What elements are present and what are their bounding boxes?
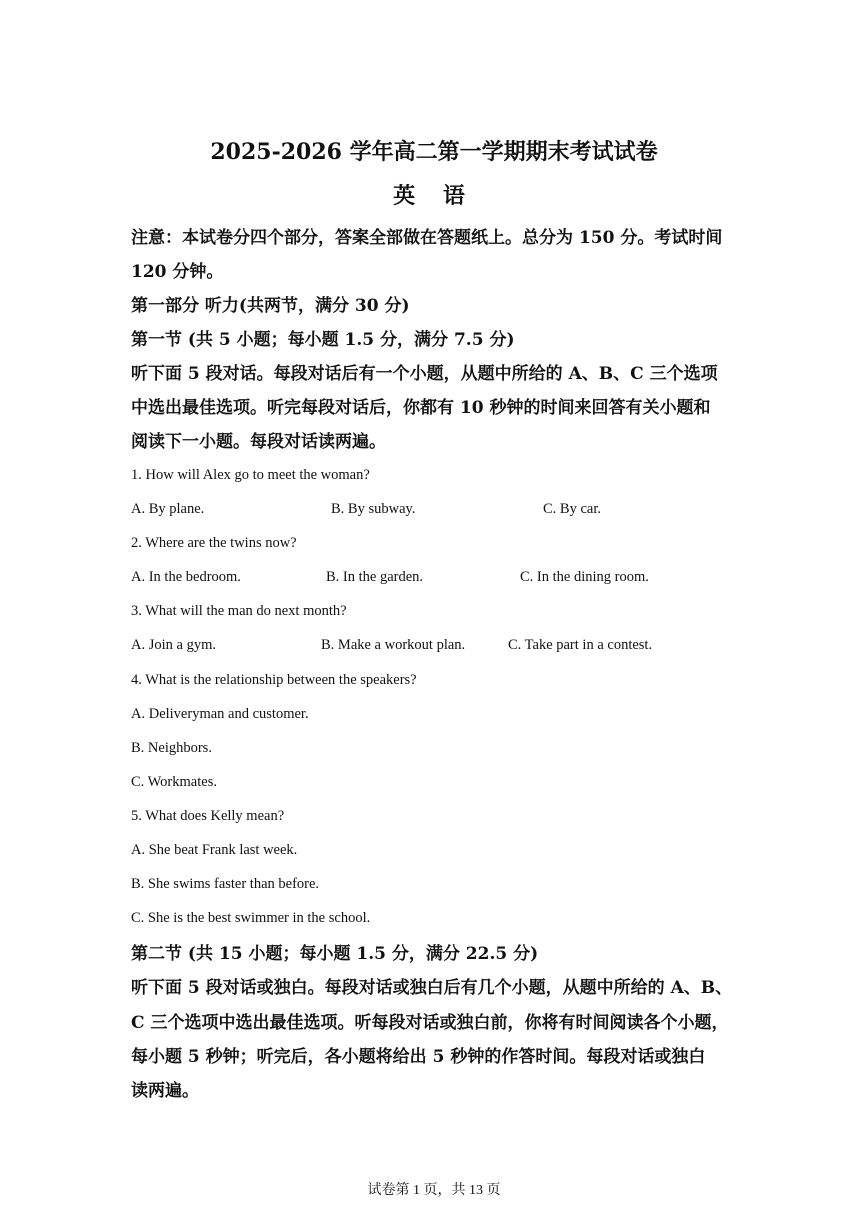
question-2-option-a: A. In the bedroom. xyxy=(131,569,241,585)
question-3-stem: 3. What will the man do next month? xyxy=(131,603,347,619)
notice-line-1: 注意：本试卷分四个部分，答案全部做在答题纸上。总分为 150 分。考试时间 xyxy=(131,228,723,248)
notice-line-2: 120 分钟。 xyxy=(131,262,224,282)
question-5-option-b: B. She swims faster than before. xyxy=(131,876,320,892)
section1-instruction-3: 阅读下一小题。每段对话读两遍。 xyxy=(131,432,386,452)
exam-title: 2025-2026 学年高二第一学期期末考试试卷 xyxy=(210,139,658,165)
question-2-option-c: C. In the dining room. xyxy=(520,569,649,585)
section2-title: 第二节 (共 15 小题；每小题 1.5 分，满分 22.5 分) xyxy=(131,944,539,964)
subject-title: 英 语 xyxy=(393,183,475,209)
section2-instruction-1: 听下面 5 段对话或独白。每段对话或独白后有几个小题，从题中所给的 A、B、 xyxy=(131,978,733,998)
part1-title: 第一部分 听力(共两节，满分 30 分) xyxy=(131,296,410,316)
question-4-option-a: A. Deliveryman and customer. xyxy=(131,706,309,722)
section2-instruction-3: 每小题 5 秒钟；听完后，各小题将给出 5 秒钟的作答时间。每段对话或独白 xyxy=(131,1047,706,1067)
question-4-option-b: B. Neighbors. xyxy=(131,740,212,756)
question-3-option-a: A. Join a gym. xyxy=(131,637,216,653)
question-1-option-a: A. By plane. xyxy=(131,501,205,517)
question-1-option-b: B. By subway. xyxy=(331,501,416,517)
section2-instruction-4: 读两遍。 xyxy=(131,1081,199,1101)
question-5-stem: 5. What does Kelly mean? xyxy=(131,808,285,824)
question-4-stem: 4. What is the relationship between the speakers? xyxy=(131,672,417,688)
section1-title: 第一节 (共 5 小题；每小题 1.5 分，满分 7.5 分) xyxy=(131,330,515,350)
section1-instruction-2: 中选出最佳选项。听完每段对话后，你都有 10 秒钟的时间来回答有关小题和 xyxy=(131,398,711,418)
section2-instruction-2: C 三个选项中选出最佳选项。听每段对话或独白前，你将有时间阅读各个小题， xyxy=(131,1013,729,1033)
question-3-option-c: C. Take part in a contest. xyxy=(508,637,653,653)
section1-instruction-1: 听下面 5 段对话。每段对话后有一个小题，从题中所给的 A、B、C 三个选项 xyxy=(131,364,718,384)
question-5-option-c: C. She is the best swimmer in the school. xyxy=(131,910,371,926)
question-1-stem: 1. How will Alex go to meet the woman? xyxy=(131,467,370,483)
question-2-stem: 2. Where are the twins now? xyxy=(131,535,297,551)
page-footer: 试卷第 1 页，共 13 页 xyxy=(367,1183,501,1198)
question-4-option-c: C. Workmates. xyxy=(131,774,217,790)
question-2-option-b: B. In the garden. xyxy=(326,569,424,585)
question-5-option-a: A. She beat Frank last week. xyxy=(131,842,298,858)
question-1-option-c: C. By car. xyxy=(543,501,601,517)
question-3-option-b: B. Make a workout plan. xyxy=(321,637,466,653)
